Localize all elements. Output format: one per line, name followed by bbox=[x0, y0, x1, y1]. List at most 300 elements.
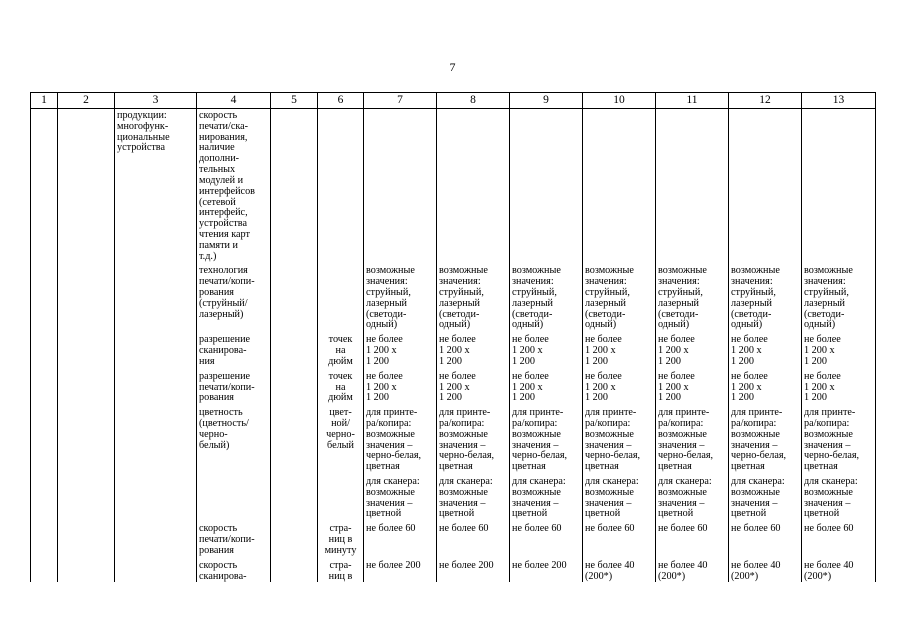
cell-line: 1 200 bbox=[731, 355, 754, 367]
cell-line: для сканера: bbox=[585, 476, 639, 487]
value-cell bbox=[583, 520, 656, 556]
cell-line: лазерный bbox=[439, 297, 480, 309]
col-2-cell bbox=[58, 109, 115, 263]
cell-line: (светоди- bbox=[658, 308, 699, 320]
header-cell: 3 bbox=[115, 93, 197, 109]
cell-line: 1 200 bbox=[658, 392, 681, 404]
cell-line: не более 200 bbox=[439, 559, 494, 571]
cell-line: ра/копира: bbox=[804, 417, 850, 429]
cell-line: для принте- bbox=[512, 407, 564, 419]
cell-line: для принте- bbox=[439, 407, 491, 419]
value-cell bbox=[656, 331, 729, 367]
cell-line: не более bbox=[731, 370, 768, 382]
cell-line: не более 60 bbox=[658, 523, 708, 535]
cell-line: 1 200 bbox=[658, 355, 681, 367]
cell-line: значения: bbox=[585, 276, 627, 288]
col-5-cell bbox=[271, 331, 318, 367]
cell-line: не более 60 bbox=[804, 523, 854, 535]
header-cell: 9 bbox=[510, 93, 583, 109]
col-1-cell bbox=[31, 557, 58, 583]
value-cell bbox=[364, 109, 437, 263]
cell-line: 1 200 х bbox=[731, 381, 762, 393]
cell-line: цветная bbox=[804, 461, 838, 473]
value-cell bbox=[437, 109, 510, 263]
cell-line: не более bbox=[512, 334, 549, 346]
cell-line: для сканера: bbox=[366, 476, 420, 487]
cell-line: возможные bbox=[804, 486, 853, 498]
characteristic-name-cell bbox=[197, 557, 271, 583]
cell-line: не более 60 bbox=[439, 523, 489, 535]
cell-line: не более bbox=[512, 370, 549, 382]
cell-line: возможные bbox=[366, 428, 415, 440]
value-cell bbox=[729, 404, 802, 473]
cell-line: рования bbox=[199, 544, 234, 556]
cell-line: значения – bbox=[585, 439, 632, 451]
cell-line: технология bbox=[199, 265, 248, 277]
value-cell bbox=[510, 368, 583, 404]
value-cell bbox=[510, 404, 583, 473]
cell-line: возможные bbox=[804, 428, 853, 440]
cell-line: для принте- bbox=[658, 407, 710, 419]
header-cell: 11 bbox=[656, 93, 729, 109]
cell-line: значения – bbox=[658, 439, 705, 451]
header-cell: 13 bbox=[802, 93, 876, 109]
value-cell bbox=[364, 331, 437, 367]
col-5-cell bbox=[271, 557, 318, 583]
cell-line: (200*) bbox=[585, 570, 613, 582]
value-cell bbox=[437, 473, 510, 520]
col-5-cell bbox=[271, 404, 318, 473]
cell-line: не более bbox=[658, 334, 695, 346]
cell-line: черно-белая, bbox=[804, 450, 860, 462]
cell-line: не более bbox=[439, 334, 476, 346]
cell-line: печати/копи- bbox=[199, 381, 255, 393]
cell-line: возможные bbox=[658, 428, 707, 440]
page-number: 7 bbox=[449, 60, 456, 74]
cell-line: тельных bbox=[199, 164, 236, 176]
cell-line: лазерный bbox=[366, 297, 407, 309]
header-cell: 12 bbox=[729, 93, 802, 109]
cell-line: цветной bbox=[731, 508, 767, 520]
cell-line: цветная bbox=[585, 461, 619, 473]
cell-line: возможные bbox=[439, 428, 488, 440]
cell-line: 1 200 bbox=[804, 355, 827, 367]
cell-line: значения: bbox=[439, 276, 481, 288]
cell-line: 1 200 bbox=[439, 355, 462, 367]
cell-line: значения – bbox=[804, 439, 851, 451]
cell-line: минуту bbox=[324, 544, 357, 556]
cell-line: (цветность/ bbox=[199, 417, 249, 429]
value-cell bbox=[656, 368, 729, 404]
cell-line: не более 200 bbox=[366, 559, 421, 571]
cell-line: одный) bbox=[804, 319, 836, 331]
cell-line: 1 200 bbox=[439, 392, 462, 404]
value-cell bbox=[437, 520, 510, 556]
cell-line: печати/копи- bbox=[199, 276, 255, 288]
cell-line: возможные bbox=[731, 486, 780, 498]
cell-line: значения – bbox=[512, 439, 559, 451]
cell-line: дюйм bbox=[328, 392, 353, 404]
value-cell bbox=[583, 109, 656, 263]
header-cell: 4 bbox=[197, 93, 271, 109]
cell-line: возможные bbox=[366, 265, 415, 277]
cell-line: рования bbox=[199, 392, 234, 404]
cell-line: (струйный/ bbox=[199, 297, 248, 309]
cell-line: 1 200 х bbox=[585, 345, 616, 357]
cell-line: белый bbox=[327, 439, 354, 451]
cell-line: для принте- bbox=[585, 407, 637, 419]
cell-line: значения: bbox=[366, 276, 408, 288]
cell-line: значения – bbox=[658, 497, 705, 509]
value-cell bbox=[510, 557, 583, 583]
cell-line: 1 200 х bbox=[731, 345, 762, 357]
cell-line: возможные bbox=[731, 428, 780, 440]
header-cell: 8 bbox=[437, 93, 510, 109]
cell-line: не более 60 bbox=[731, 523, 781, 535]
cell-line: не более bbox=[366, 334, 403, 346]
cell-line: скорость bbox=[199, 523, 238, 535]
cell-line: памяти и bbox=[199, 239, 239, 251]
cell-line: 1 200 х bbox=[366, 345, 397, 357]
value-cell bbox=[729, 368, 802, 404]
cell-line: возможные bbox=[439, 486, 488, 498]
cell-line: возможные bbox=[658, 486, 707, 498]
cell-line: лазерный bbox=[585, 297, 626, 309]
cell-line: для сканера: bbox=[731, 476, 785, 487]
cell-line: скорость bbox=[199, 110, 238, 121]
unit-cell bbox=[318, 404, 364, 473]
cell-line: ной/ bbox=[331, 417, 350, 429]
cell-line: возможные bbox=[512, 428, 561, 440]
col-2-cell bbox=[58, 368, 115, 404]
cell-line: не более 40 bbox=[585, 559, 635, 571]
cell-line: рования bbox=[199, 287, 234, 298]
cell-line: многофунк- bbox=[117, 120, 169, 132]
cell-line: струйный, bbox=[366, 287, 411, 298]
value-cell bbox=[364, 520, 437, 556]
cell-line: цветная bbox=[731, 461, 765, 473]
cell-line: нирования, bbox=[199, 131, 248, 143]
cell-line: цветной bbox=[512, 508, 548, 520]
spec-table bbox=[30, 92, 876, 582]
cell-line: печати/копи- bbox=[199, 534, 255, 546]
cell-line: разрешение bbox=[199, 334, 251, 346]
cell-line: разрешение bbox=[199, 370, 251, 382]
cell-line: струйный, bbox=[731, 287, 776, 298]
value-cell bbox=[437, 404, 510, 473]
cell-line: одный) bbox=[439, 319, 471, 331]
cell-line: не более bbox=[731, 334, 768, 346]
col-2-cell bbox=[58, 404, 115, 473]
cell-line: струйный, bbox=[439, 287, 484, 298]
col-5-cell bbox=[271, 473, 318, 520]
cell-line: не более 60 bbox=[366, 523, 416, 535]
cell-line: для принте- bbox=[731, 407, 783, 419]
unit-cell bbox=[318, 109, 364, 263]
cell-line: ра/копира: bbox=[439, 417, 485, 429]
cell-line: не более 40 bbox=[658, 559, 708, 571]
cell-line: 1 200 х bbox=[512, 345, 543, 357]
characteristic-name-cell bbox=[197, 262, 271, 331]
cell-line: ра/копира: bbox=[366, 417, 412, 429]
value-cell bbox=[729, 331, 802, 367]
cell-line: струйный, bbox=[585, 287, 630, 298]
value-cell bbox=[510, 331, 583, 367]
cell-line: черно-белая, bbox=[585, 450, 641, 462]
characteristic-name-cell bbox=[197, 109, 271, 263]
cell-line: ра/копира: bbox=[731, 417, 777, 429]
cell-line: цветной bbox=[804, 508, 840, 520]
unit-cell bbox=[318, 331, 364, 367]
cell-line: (светоди- bbox=[512, 308, 553, 320]
col-1-cell bbox=[31, 520, 58, 556]
cell-line: сканирова- bbox=[199, 570, 247, 582]
characteristic-name-cell bbox=[197, 520, 271, 556]
value-cell bbox=[583, 262, 656, 331]
spec-table-body bbox=[31, 109, 876, 583]
value-cell bbox=[437, 262, 510, 331]
cell-line: значения – bbox=[512, 497, 559, 509]
col-5-cell bbox=[271, 520, 318, 556]
cell-line: (светоди- bbox=[366, 308, 407, 320]
cell-line: цветной bbox=[366, 508, 402, 520]
cell-line: стра- bbox=[329, 559, 352, 571]
cell-line: струйный, bbox=[658, 287, 703, 298]
value-cell bbox=[656, 109, 729, 263]
cell-line: струйный, bbox=[804, 287, 849, 298]
cell-line: 1 200 bbox=[804, 392, 827, 404]
value-cell bbox=[364, 262, 437, 331]
header-cell: 2 bbox=[58, 93, 115, 109]
cell-line: значения – bbox=[366, 497, 413, 509]
cell-line: 1 200 bbox=[731, 392, 754, 404]
cell-line: на bbox=[335, 345, 346, 357]
cell-line: черно-белая, bbox=[731, 450, 787, 462]
cell-line: скорость bbox=[199, 559, 238, 571]
col-1-cell bbox=[31, 368, 58, 404]
cell-line: цветная bbox=[366, 461, 400, 473]
header-cell: 10 bbox=[583, 93, 656, 109]
value-cell bbox=[364, 404, 437, 473]
cell-line: 1 200 bbox=[512, 392, 535, 404]
cell-line: лазерный bbox=[804, 297, 845, 309]
characteristic-name-cell bbox=[197, 404, 271, 473]
cell-line: интерфейсов bbox=[199, 185, 255, 197]
cell-line: (200*) bbox=[804, 570, 832, 582]
col-2-cell bbox=[58, 473, 115, 520]
cell-line: (светоди- bbox=[439, 308, 480, 320]
cell-line: возможные bbox=[804, 265, 853, 277]
unit-cell bbox=[318, 368, 364, 404]
characteristic-name-cell bbox=[197, 368, 271, 404]
cell-line: для сканера: bbox=[512, 476, 566, 487]
cell-line: для сканера: bbox=[658, 476, 712, 487]
cell-line: на bbox=[335, 381, 346, 393]
cell-line: не более bbox=[366, 370, 403, 382]
cell-line: значения – bbox=[585, 497, 632, 509]
cell-line: одный) bbox=[731, 319, 763, 331]
cell-line: точек bbox=[328, 370, 353, 382]
cell-line: (200*) bbox=[731, 570, 759, 582]
cell-line: 1 200 х bbox=[804, 345, 835, 357]
cell-line: черно-белая, bbox=[366, 450, 422, 462]
value-cell bbox=[510, 520, 583, 556]
cell-line: значения: bbox=[804, 276, 846, 288]
cell-line: точек bbox=[328, 334, 353, 346]
cell-line: 1 200 х bbox=[658, 381, 689, 393]
col-2-cell bbox=[58, 557, 115, 583]
col-1-cell bbox=[31, 404, 58, 473]
value-cell bbox=[656, 520, 729, 556]
cell-line: циональные bbox=[117, 131, 170, 143]
cell-line: одный) bbox=[658, 319, 690, 331]
cell-line: одный) bbox=[585, 319, 617, 331]
characteristic-name-cell bbox=[197, 331, 271, 367]
cell-line: 1 200 х bbox=[366, 381, 397, 393]
value-cell bbox=[583, 473, 656, 520]
cell-line: одный) bbox=[366, 319, 398, 331]
header-cell: 1 bbox=[31, 93, 58, 109]
cell-line: стра- bbox=[329, 523, 352, 535]
unit-cell bbox=[318, 262, 364, 331]
cell-line: печати/ска- bbox=[199, 120, 249, 132]
cell-line: 1 200 bbox=[366, 392, 389, 404]
cell-line: возможные bbox=[585, 428, 634, 440]
value-cell bbox=[656, 404, 729, 473]
cell-line: цветной bbox=[658, 508, 694, 520]
value-cell bbox=[364, 473, 437, 520]
cell-line: интерфейс, bbox=[199, 207, 248, 219]
cell-line: не более bbox=[804, 334, 841, 346]
cell-line: не более bbox=[658, 370, 695, 382]
cell-line: цветной bbox=[585, 508, 621, 520]
value-cell bbox=[802, 262, 876, 331]
col-5-cell bbox=[271, 368, 318, 404]
table-row bbox=[31, 109, 876, 263]
cell-line: цветной bbox=[439, 508, 475, 520]
cell-line: не более 200 bbox=[512, 559, 567, 571]
value-cell bbox=[729, 520, 802, 556]
col-2-cell bbox=[58, 520, 115, 556]
cell-line: сканирова- bbox=[199, 345, 247, 357]
cell-line: цвет- bbox=[329, 407, 352, 419]
cell-line: т.д.) bbox=[199, 250, 217, 262]
cell-line: дюйм bbox=[328, 355, 353, 367]
header-cell: 5 bbox=[271, 93, 318, 109]
value-cell bbox=[802, 331, 876, 367]
value-cell bbox=[437, 368, 510, 404]
col-1-cell bbox=[31, 473, 58, 520]
value-cell bbox=[656, 557, 729, 583]
cell-line: не более bbox=[585, 334, 622, 346]
value-cell bbox=[802, 520, 876, 556]
cell-line: не более bbox=[804, 370, 841, 382]
cell-line: белый) bbox=[199, 439, 230, 451]
cell-line: (светоди- bbox=[731, 308, 772, 320]
value-cell bbox=[583, 557, 656, 583]
value-cell bbox=[583, 368, 656, 404]
cell-line: 1 200 х bbox=[585, 381, 616, 393]
cell-line: лазерный bbox=[512, 297, 553, 309]
unit-cell bbox=[318, 557, 364, 583]
value-cell bbox=[729, 109, 802, 263]
cell-line: продукции: bbox=[117, 110, 167, 121]
cell-line: одный) bbox=[512, 319, 544, 331]
cell-line: не более 40 bbox=[731, 559, 781, 571]
value-cell bbox=[802, 109, 876, 263]
cell-line: возможные bbox=[731, 265, 780, 277]
header-cell: 7 bbox=[364, 93, 437, 109]
cell-line: возможные bbox=[439, 265, 488, 277]
cell-line: ра/копира: bbox=[585, 417, 631, 429]
cell-line: возможные bbox=[512, 265, 561, 277]
unit-cell bbox=[318, 520, 364, 556]
cell-line: 1 200 bbox=[366, 355, 389, 367]
col-1-cell bbox=[31, 262, 58, 331]
product-category-cell bbox=[115, 109, 197, 583]
cell-line: устройства bbox=[117, 142, 166, 154]
value-cell bbox=[583, 331, 656, 367]
cell-line: лазерный bbox=[658, 297, 699, 309]
cell-line: цветная bbox=[658, 461, 692, 473]
cell-line: для принте- bbox=[366, 407, 418, 419]
cell-line: возможные bbox=[658, 265, 707, 277]
cell-line: значения: bbox=[731, 276, 773, 288]
cell-line: значения – bbox=[439, 497, 486, 509]
value-cell bbox=[802, 473, 876, 520]
value-cell bbox=[510, 109, 583, 263]
cell-line: возможные bbox=[512, 486, 561, 498]
cell-line: значения: bbox=[658, 276, 700, 288]
cell-line: цветность bbox=[199, 407, 243, 419]
value-cell bbox=[583, 404, 656, 473]
cell-line: черно- bbox=[326, 428, 355, 440]
cell-line: ниц в bbox=[328, 570, 353, 582]
cell-line: лазерный bbox=[731, 297, 772, 309]
value-cell bbox=[802, 557, 876, 583]
cell-line: 1 200 bbox=[585, 355, 608, 367]
cell-line: (светоди- bbox=[804, 308, 845, 320]
value-cell bbox=[364, 557, 437, 583]
cell-line: возможные bbox=[585, 486, 634, 498]
value-cell bbox=[729, 262, 802, 331]
value-cell bbox=[364, 368, 437, 404]
cell-line: наличие bbox=[199, 142, 235, 154]
cell-line: 1 200 х bbox=[439, 381, 470, 393]
cell-line: не более bbox=[585, 370, 622, 382]
cell-line: для принте- bbox=[804, 407, 856, 419]
cell-line: чтения карт bbox=[199, 228, 250, 240]
col-5-cell bbox=[271, 109, 318, 263]
cell-line: (сетевой bbox=[199, 196, 236, 208]
value-cell bbox=[656, 473, 729, 520]
cell-line: значения: bbox=[512, 276, 554, 288]
cell-line: 1 200 bbox=[512, 355, 535, 367]
cell-line: 1 200 х bbox=[439, 345, 470, 357]
cell-line: цветная bbox=[439, 461, 473, 473]
col-1-cell bbox=[31, 109, 58, 263]
value-cell bbox=[802, 368, 876, 404]
cell-line: модулей и bbox=[199, 174, 244, 186]
cell-line: значения – bbox=[731, 439, 778, 451]
col-5-cell bbox=[271, 262, 318, 331]
cell-line: возможные bbox=[585, 265, 634, 277]
cell-line: 1 200 х bbox=[512, 381, 543, 393]
cell-line: черно-белая, bbox=[658, 450, 714, 462]
col-2-cell bbox=[58, 331, 115, 367]
cell-line: ниц в bbox=[328, 534, 353, 546]
cell-line: ра/копира: bbox=[512, 417, 558, 429]
